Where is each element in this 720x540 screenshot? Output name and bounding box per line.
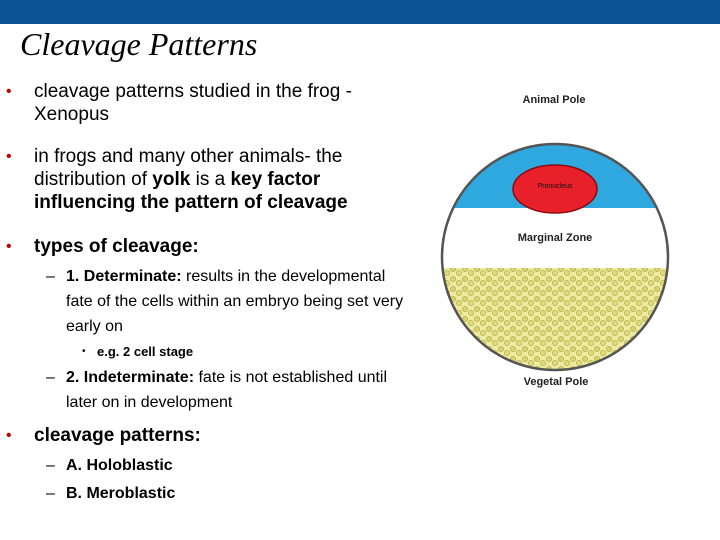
bullet-1-text: cleavage patterns studied in the frog - Xenopus bbox=[34, 81, 352, 125]
indeterminate-label: 2. Indeterminate: bbox=[66, 369, 195, 386]
yolk-region bbox=[438, 268, 678, 378]
bullet-dot-icon: • bbox=[6, 148, 12, 165]
bullet-4-bold: cleavage patterns: bbox=[34, 425, 201, 446]
determinate-text: results in the developmental fate of the cells within an embryo being set very early on bbox=[66, 268, 404, 335]
dash-icon: – bbox=[46, 268, 55, 285]
bullet-dot-icon: • bbox=[6, 83, 12, 100]
sub-bullet-indeterminate-text bbox=[66, 365, 406, 415]
dash-icon: – bbox=[46, 485, 55, 502]
sub-bullet-determinate-text bbox=[66, 264, 406, 339]
bullet-dot-icon: • bbox=[82, 346, 86, 357]
slide-title: Cleavage Patterns bbox=[20, 26, 258, 62]
xenopus-egg-diagram bbox=[438, 86, 678, 406]
marginal-zone-label: Marginal Zone bbox=[517, 232, 593, 244]
bullet-2-text-a: in frogs and many other animals- the distribution of bbox=[34, 146, 343, 190]
bullet-3-text bbox=[34, 235, 414, 258]
bullet-2-text-b: is a bbox=[190, 169, 231, 190]
bullet-2-yolk: yolk bbox=[152, 169, 191, 190]
bullet-4-text bbox=[34, 424, 414, 447]
example-text: e.g. 2 cell stage bbox=[97, 344, 194, 359]
bullet-dot-icon: • bbox=[6, 427, 12, 444]
bullet-2-key: key factor influencing the pattern of cleavage bbox=[34, 169, 348, 213]
indeterminate-text: fate is not established until later on in development bbox=[66, 369, 388, 411]
bullet-3-bold: types of cleavage: bbox=[34, 236, 199, 257]
meroblastic-label: B. Meroblastic bbox=[66, 485, 176, 502]
vegetal-pole-label: Vegetal Pole bbox=[523, 376, 589, 388]
pronucleus-label: Pronucleus bbox=[537, 183, 573, 190]
meroblastic-text bbox=[66, 481, 406, 506]
bullet-2-text bbox=[34, 145, 414, 214]
dash-icon: – bbox=[46, 457, 55, 474]
holoblastic-label: A. Holoblastic bbox=[66, 457, 173, 474]
header-bar bbox=[0, 0, 720, 24]
sub-sub-bullet-text bbox=[97, 343, 297, 361]
holoblastic-text bbox=[66, 453, 406, 478]
bullet-dot-icon: • bbox=[6, 238, 12, 255]
dash-icon: – bbox=[46, 369, 55, 386]
determinate-label: 1. Determinate: bbox=[66, 268, 182, 285]
animal-pole-label: Animal Pole bbox=[522, 94, 586, 106]
